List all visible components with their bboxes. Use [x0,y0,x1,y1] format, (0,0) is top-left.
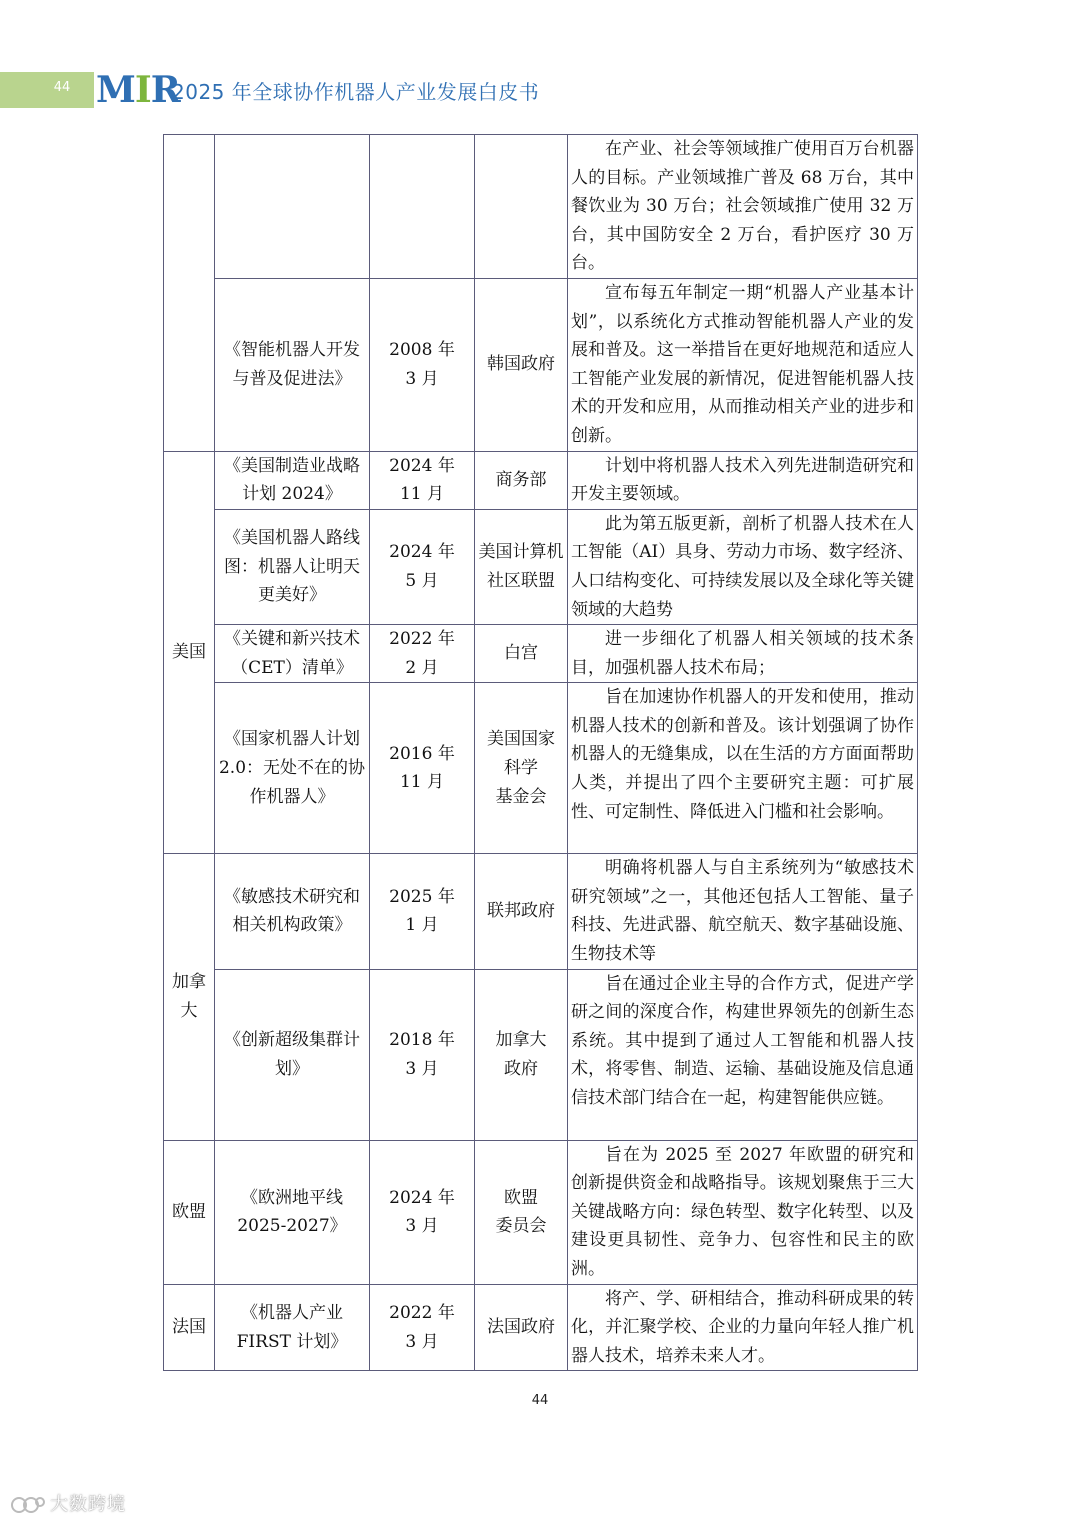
country-cell: 美国 [164,451,215,854]
policy-name-cell: 《美国制造业战略计划 2024》 [215,451,370,509]
policy-name-cell: 《创新超级集群计划》 [215,969,370,1140]
org-cell: 欧盟 委员会 [475,1140,568,1284]
policy-name-cell: 《欧洲地平线 2025-2027》 [215,1140,370,1284]
date-cell: 2018 年 3 月 [370,969,475,1140]
table-row [164,135,918,279]
mir-logo: MIR [96,69,180,111]
document-title: 2025 年全球协作机器人产业发展白皮书 [172,80,540,104]
policy-name-cell [215,135,370,279]
date-cell: 2022 年 3 月 [370,1284,475,1371]
description-cell: 此为第五版更新，剖析了机器人技术在人工智能（AI）具身、劳动力市场、数字经济、人口结构变化、可持续发展以及全球化等关键领域的大趋势 [568,509,918,624]
description-cell: 计划中将机器人技术入列先进制造研究和开发主要领域。 [568,451,918,509]
description-cell: 旨在为 2025 至 2027 年欧盟的研究和创新提供资金和战略指导。该规划聚焦于三大关键战略方向：绿色转型、数字化转型、以及建设更具韧性、竞争力、包容性和民主的欧洲。 [568,1140,918,1284]
org-cell: 商务部 [475,451,568,509]
watermark-text: 大数跨境 [50,1494,126,1515]
date-cell: 2024 年 11 月 [370,451,475,509]
table-row [164,625,918,683]
policy-name-cell: 《机器人产业 FIRST 计划》 [215,1284,370,1371]
org-cell: 联邦政府 [475,854,568,969]
table-row [164,854,918,969]
org-cell: 加拿大 政府 [475,969,568,1140]
org-cell: 白宫 [475,625,568,683]
org-cell: 韩国政府 [475,278,568,451]
country-cell: 法国 [164,1284,215,1371]
date-cell: 2025 年 1 月 [370,854,475,969]
table-row [164,1140,918,1284]
description-cell: 旨在加速协作机器人的开发和使用，推动机器人技术的创新和普及。该计划强调了协作机器人的无缝集成，以在生活的方方面面帮助人类，并提出了四个主要研究主题：可扩展性、可定制性、降低进入门槛和社会影响。 [568,683,918,854]
policy-name-cell: 《关键和新兴技术（CET）清单》 [215,625,370,683]
policy-table [163,134,918,1371]
footer-page-number: 44 [531,1393,549,1408]
description-cell: 进一步细化了机器人相关领域的技术条目，加强机器人技术布局； [568,625,918,683]
date-cell: 2008 年 3 月 [370,278,475,451]
table-row [164,278,918,451]
table-row [164,969,918,1140]
org-cell [475,135,568,279]
policy-name-cell: 《国家机器人计划 2.0：无处不在的协作机器人》 [215,683,370,854]
date-cell [370,135,475,279]
description-cell: 在产业、社会等领域推广使用百万台机器人的目标。产业领域推广普及 68 万台，其中餐饮业为 30 万台；社会领域推广使用 32 万台，其中国防安全 2 万台，看护医疗 30 万台。 [568,135,918,279]
watermark-logo-icon [10,1494,46,1516]
description-cell: 将产、学、研相结合，推动科研成果的转化，并汇聚学校、企业的力量向年轻人推广机器人技术，培养未来人才。 [568,1284,918,1371]
date-cell: 2024 年 3 月 [370,1140,475,1284]
date-cell: 2022 年 2 月 [370,625,475,683]
org-cell: 法国政府 [475,1284,568,1371]
org-cell: 美国国家 科学 基金会 [475,683,568,854]
policy-name-cell: 《敏感技术研究和相关机构政策》 [215,854,370,969]
country-cell: 欧盟 [164,1140,215,1284]
description-cell: 明确将机器人与自主系统列为“敏感技术研究领域”之一，其他还包括人工智能、量子科技、先进武器、航空航天、数字基础设施、生物技术等 [568,854,918,969]
country-cell [164,135,215,452]
description-cell: 宣布每五年制定一期“机器人产业基本计划”，以系统化方式推动智能机器人产业的发展和普及。这一举措旨在更好地规范和适应人工智能产业发展的新情况，促进智能机器人技术的开发和应用，从而推动相关产业的进步和创新。 [568,278,918,451]
watermark [10,1490,126,1516]
table-row [164,509,918,624]
table-row [164,683,918,854]
policy-name-cell: 《美国机器人路线图：机器人让明天更美好》 [215,509,370,624]
table-row [164,1284,918,1371]
country-cell: 加拿 大 [164,854,215,1140]
date-cell: 2016 年 11 月 [370,683,475,854]
header-page-number: 44 [53,80,71,95]
description-cell: 旨在通过企业主导的合作方式，促进产学研之间的深度合作，构建世界领先的创新生态系统。其中提到了通过人工智能和机器人技术，将零售、制造、运输、基础设施及信息通信技术部门结合在一起，构建智能供应链。 [568,969,918,1140]
policy-name-cell: 《智能机器人开发与普及促进法》 [215,278,370,451]
date-cell: 2024 年 5 月 [370,509,475,624]
table-row [164,451,918,509]
org-cell: 美国计算机社区联盟 [475,509,568,624]
